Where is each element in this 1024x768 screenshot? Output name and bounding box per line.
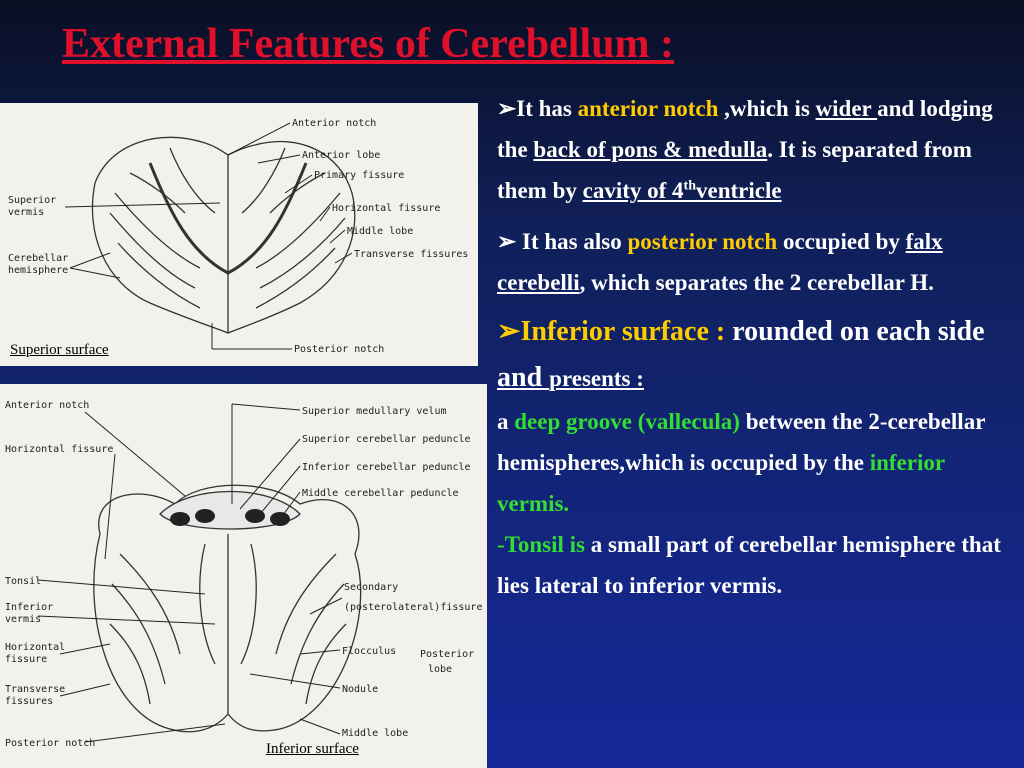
label-secondary-1: Secondary: [344, 582, 399, 593]
term-anterior-notch: anterior notch: [577, 96, 719, 121]
label-cerebellar-hemisphere-2: hemisphere: [8, 265, 69, 276]
label-secondary-2: (posterolateral)fissure: [344, 602, 483, 613]
bullet-inferior-surface: ➢Inferior surface : rounded on each side and presents :: [497, 316, 985, 393]
superior-outline: [92, 137, 354, 333]
label-posterior-lobe-1: Posterior: [420, 649, 475, 660]
label-posterior-notch-inf: Posterior notch: [5, 738, 96, 749]
bullet-tonsil: -Tonsil is a small part of cerebellar hemisphere that lies lateral to inferior vermis.: [497, 532, 1001, 598]
bullet-deep-groove: a deep groove (vallecula) between the 2-cerebellar hemispheres,which is occupied by the inferior vermis.: [497, 409, 985, 516]
term-back-of-pons: back of pons & medulla: [533, 137, 768, 162]
term-inferior-vermis: inferior vermis.: [497, 450, 945, 516]
label-transverse-fissures-1: Transverse: [5, 684, 66, 695]
label-nodule: Nodule: [342, 684, 379, 695]
label-anterior-notch-inf: Anterior notch: [5, 400, 90, 411]
term-wider: wider: [815, 96, 878, 121]
label-posterior-notch: Posterior notch: [294, 344, 385, 355]
text-column: [497, 88, 1017, 606]
inferior-surface-caption: Inferior surface: [266, 741, 359, 757]
superior-surface-drawing: [0, 103, 478, 366]
term-cavity: cavity of 4thventricle: [582, 178, 782, 203]
bullet-arrow-icon: ➢: [497, 229, 517, 254]
label-superior-vermis-2: vermis: [8, 207, 45, 218]
label-inferior-vermis-2: vermis: [5, 614, 42, 625]
term-posterior-notch: posterior notch: [627, 229, 778, 254]
label-middle-lobe-inf: Middle lobe: [342, 728, 409, 739]
label-anterior-notch: Anterior notch: [292, 118, 377, 129]
label-horizontal-fissure-1: Horizontal: [5, 642, 66, 653]
label-cerebellar-hemisphere-1: Cerebellar: [8, 253, 69, 264]
superior-surface-diagram: [0, 103, 478, 366]
label-mid-cerebellar-peduncle: Middle cerebellar peduncle: [302, 488, 459, 499]
label-inferior-vermis-1: Inferior: [5, 602, 54, 613]
label-superior-vermis-1: Superior: [8, 195, 57, 206]
bullet-arrow-icon: ➢: [497, 316, 521, 347]
label-horizontal-fissure-inf: Horizontal fissure: [5, 444, 114, 455]
bullet-arrow-icon: ➢: [497, 96, 517, 121]
label-tonsil: Tonsil: [5, 576, 42, 587]
term-falx-cerebelli: falx cerebelli: [497, 229, 943, 295]
superior-surface-caption: Superior surface: [10, 342, 109, 358]
label-flocculus: Flocculus: [342, 646, 397, 657]
inferior-surface-diagram: [0, 384, 487, 768]
label-transverse-fissures: Transverse fissures: [354, 249, 469, 260]
label-inf-cerebellar-peduncle: Inferior cerebellar peduncle: [302, 462, 471, 473]
term-presents: presents :: [549, 366, 644, 391]
label-transverse-fissures-2: fissures: [5, 696, 54, 707]
label-middle-lobe: Middle lobe: [347, 226, 414, 237]
label-sup-cerebellar-peduncle: Superior cerebellar peduncle: [302, 434, 471, 445]
term-tonsil: -Tonsil is: [497, 532, 586, 557]
label-horizontal-fissure: Horizontal fissure: [332, 203, 441, 214]
label-posterior-lobe-2: lobe: [428, 664, 453, 675]
bullet-anterior-notch: ➢It has anterior notch ,which is wider and lodging the back of pons & medulla. It is separated from them by cavity of 4thventricle: [497, 96, 993, 203]
term-deep-groove: deep groove (vallecula): [514, 409, 740, 434]
bullet-posterior-notch: ➢ It has also posterior notch occupied by falx cerebelli, which separates the 2 cerebellar H.: [497, 229, 943, 295]
label-anterior-lobe: Anterior lobe: [302, 150, 381, 161]
inferior-surface-drawing: [0, 384, 487, 768]
term-inferior-surface: Inferior surface :: [520, 316, 733, 347]
label-horizontal-fissure-2: fissure: [5, 654, 48, 665]
label-sup-medullary-velum: Superior medullary velum: [302, 406, 447, 417]
slide-title: External Features of Cerebellum :: [62, 21, 674, 67]
term-and: and: [497, 362, 550, 393]
label-primary-fissure: Primary fissure: [314, 170, 405, 181]
